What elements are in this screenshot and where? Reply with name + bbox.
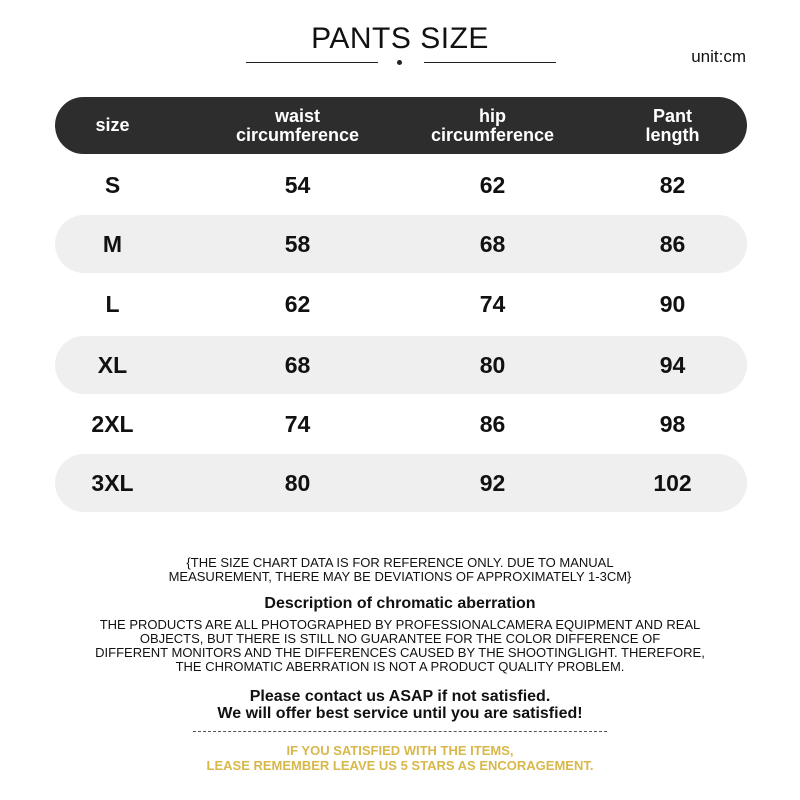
table-row	[55, 215, 747, 273]
table-row	[55, 156, 747, 214]
length-cell: 86	[659, 230, 686, 257]
header-size: size	[95, 115, 130, 135]
page-title: PANTS SIZE	[311, 22, 489, 55]
waist-cell: 80	[284, 469, 311, 496]
unit-label: unit:cm	[691, 47, 746, 66]
hip-cell: 80	[479, 351, 506, 378]
length-cell: 98	[659, 410, 686, 437]
length-cell: 94	[659, 351, 686, 378]
reference-note: {THE SIZE CHART DATA IS FOR REFERENCE ONLY. DUE TO MANUAL MEASUREMENT, THERE MAY BE DEVIATIONS OF APPROXIMATELY 1-3CM}	[168, 555, 632, 584]
hip-cell: 92	[479, 469, 506, 496]
table-header	[55, 97, 747, 154]
header-length: Pant length	[645, 105, 700, 145]
table-row	[55, 395, 747, 453]
length-cell: 90	[659, 290, 686, 317]
size-cell: S	[104, 171, 121, 198]
hip-cell: 86	[479, 410, 506, 437]
table-row	[55, 454, 747, 512]
waist-cell: 54	[284, 171, 311, 198]
description-text: THE PRODUCTS ARE ALL PHOTOGRAPHED BY PROFESSIONALCAMERA EQUIPMENT AND REAL OBJECTS, BUT THERE IS STILL NO GUARANTEE FOR THE COLOR DIFFERENCE OF DIFFERENT MONITORS AND THE DIFFERENCES CAUSED BY THE SHOOTINGLIGHT. THEREFORE, THE CHROMATIC ABERRATION IS NOT A PRODUCT QUALITY PROBLEM.	[95, 617, 705, 674]
size-cell: 3XL	[91, 469, 134, 496]
waist-cell: 62	[284, 290, 311, 317]
hip-cell: 68	[479, 230, 506, 257]
hip-cell: 62	[479, 171, 506, 198]
header-hip: hip circumference	[430, 105, 555, 145]
dashed-divider	[193, 731, 607, 732]
size-cell: M	[102, 230, 123, 257]
title-underline-left	[246, 62, 378, 63]
size-cell: L	[105, 290, 120, 317]
size-cell: XL	[97, 351, 128, 378]
length-cell: 82	[659, 171, 686, 198]
size-cell: 2XL	[91, 410, 134, 437]
header-waist: waist circumference	[235, 105, 360, 145]
title-dot	[397, 60, 402, 65]
waist-cell: 58	[284, 230, 311, 257]
table-row	[55, 336, 747, 394]
description-title: Description of chromatic aberration	[264, 595, 536, 612]
title-underline-right	[424, 62, 556, 63]
stars-note: IF YOU SATISFIED WITH THE ITEMS, LEASE REMEMBER LEAVE US 5 STARS AS ENCORAGEMENT.	[206, 743, 594, 773]
hip-cell: 74	[479, 290, 506, 317]
length-cell: 102	[653, 469, 692, 496]
table-row	[55, 275, 747, 333]
waist-cell: 68	[284, 351, 311, 378]
contact-message: Please contact us ASAP if not satisfied. We will offer best service until you are satisfied!	[217, 688, 583, 722]
waist-cell: 74	[284, 410, 311, 437]
